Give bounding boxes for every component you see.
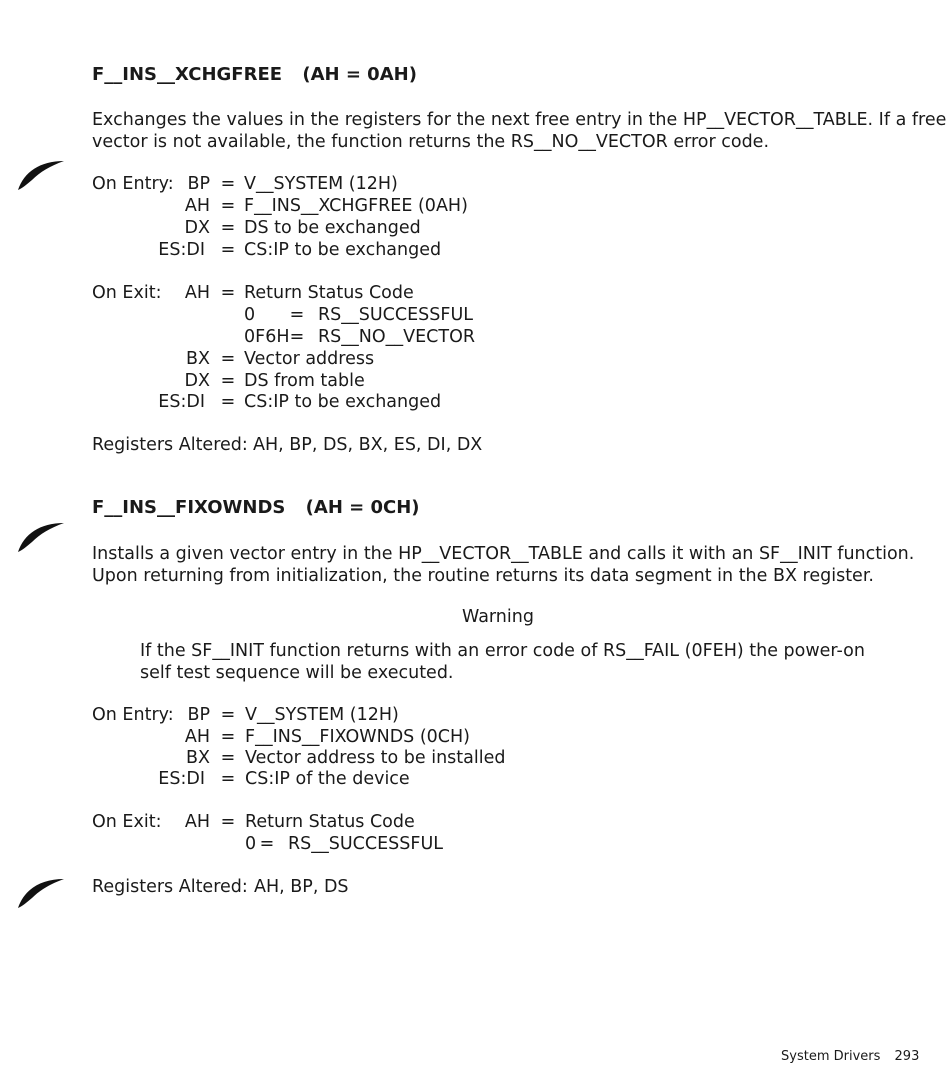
equals-sign: = — [220, 196, 236, 216]
register-value: Vector address to be installed — [245, 748, 506, 768]
register-name: DX — [184, 218, 210, 238]
description: Exchanges the values in the registers for the next free entry in the HP__VECTOR__TABLE. If a free vector is not available, the function returns the RS__NO__VECTOR error code. — [92, 110, 947, 152]
register-value: CS:IP of the device — [245, 769, 410, 789]
status-name: RS__SUCCESSFUL — [288, 834, 444, 854]
function-name: F__INS__XCHGFREE — [92, 64, 283, 85]
register-value: F__INS__FIXOWNDS (0CH) — [245, 727, 471, 747]
register-value: DS from table — [244, 371, 365, 391]
on-entry-label: On Entry: — [92, 705, 174, 725]
page-number: 293 — [894, 1049, 920, 1064]
section-heading — [92, 64, 417, 86]
equals-sign: = — [220, 769, 236, 789]
margin-mark — [16, 158, 66, 192]
register-name: BP — [187, 174, 210, 194]
register-name: ES:DI — [158, 769, 205, 789]
register-value: DS to be exchanged — [244, 218, 421, 238]
on-exit-label: On Exit: — [92, 812, 162, 832]
description: Installs a given vector entry in the HP__VECTOR__TABLE and calls it with an SF__INIT function. Upon returning from initialization, the routine returns its data segment in the BX register. — [92, 544, 915, 586]
register-name: BX — [186, 748, 210, 768]
equals-sign: = — [220, 705, 236, 725]
warning-title: Warning — [462, 607, 534, 627]
register-value: F__INS__XCHGFREE (0AH) — [244, 196, 468, 216]
equals-sign: = — [220, 218, 236, 238]
function-code: (AH = 0AH) — [302, 64, 417, 85]
status-name: RS__SUCCESSFUL — [318, 305, 474, 325]
register-value: V__SYSTEM (12H) — [245, 705, 399, 725]
equals-sign: = — [220, 283, 236, 303]
register-value: Return Status Code — [245, 812, 415, 832]
function-name: F__INS__FIXOWNDS — [92, 497, 286, 518]
equals-sign: = — [220, 371, 236, 391]
register-value: CS:IP to be exchanged — [244, 392, 442, 412]
register-name: AH — [184, 812, 210, 832]
register-name: ES:DI — [158, 392, 205, 412]
margin-mark — [16, 876, 66, 910]
register-value: Vector address — [244, 349, 375, 369]
function-code: (AH = 0CH) — [305, 497, 420, 518]
equals-sign: = — [220, 392, 236, 412]
equals-sign: = — [289, 305, 305, 325]
register-value: CS:IP to be exchanged — [244, 240, 442, 260]
on-entry-label: On Entry: — [92, 174, 174, 194]
equals-sign: = — [220, 812, 236, 832]
register-value: V__SYSTEM (12H) — [244, 174, 398, 194]
page-footer — [781, 1046, 919, 1068]
register-name: ES:DI — [158, 240, 205, 260]
status-code: 0 — [245, 834, 257, 854]
register-value: Return Status Code — [244, 283, 414, 303]
register-name: AH — [184, 727, 210, 747]
status-name: RS__NO__VECTOR — [318, 327, 476, 347]
registers-altered-label: Registers Altered: — [92, 435, 248, 455]
on-exit-label: On Exit: — [92, 283, 162, 303]
status-code: 0F6H — [244, 327, 290, 347]
equals-sign: = — [220, 748, 236, 768]
register-name: AH — [184, 283, 210, 303]
registers-altered-list: AH, BP, DS, BX, ES, DI, DX — [253, 435, 483, 455]
equals-sign: = — [220, 727, 236, 747]
register-name: DX — [184, 371, 210, 391]
equals-sign: = — [220, 240, 236, 260]
registers-altered-list: AH, BP, DS — [254, 877, 349, 897]
register-name: BX — [186, 349, 210, 369]
equals-sign: = — [220, 349, 236, 369]
registers-altered-label: Registers Altered: — [92, 877, 248, 897]
margin-mark — [16, 520, 66, 554]
warning-text: If the SF__INIT function returns with an error code of RS__FAIL (0FEH) the power-on self test sequence will be executed. — [140, 641, 865, 683]
equals-sign: = — [259, 834, 275, 854]
equals-sign: = — [220, 174, 236, 194]
section-heading — [92, 497, 420, 519]
register-name: BP — [187, 705, 210, 725]
register-name: AH — [184, 196, 210, 216]
status-code: 0 — [244, 305, 256, 325]
equals-sign: = — [289, 327, 305, 347]
footer-section-name: System Drivers — [781, 1049, 881, 1064]
